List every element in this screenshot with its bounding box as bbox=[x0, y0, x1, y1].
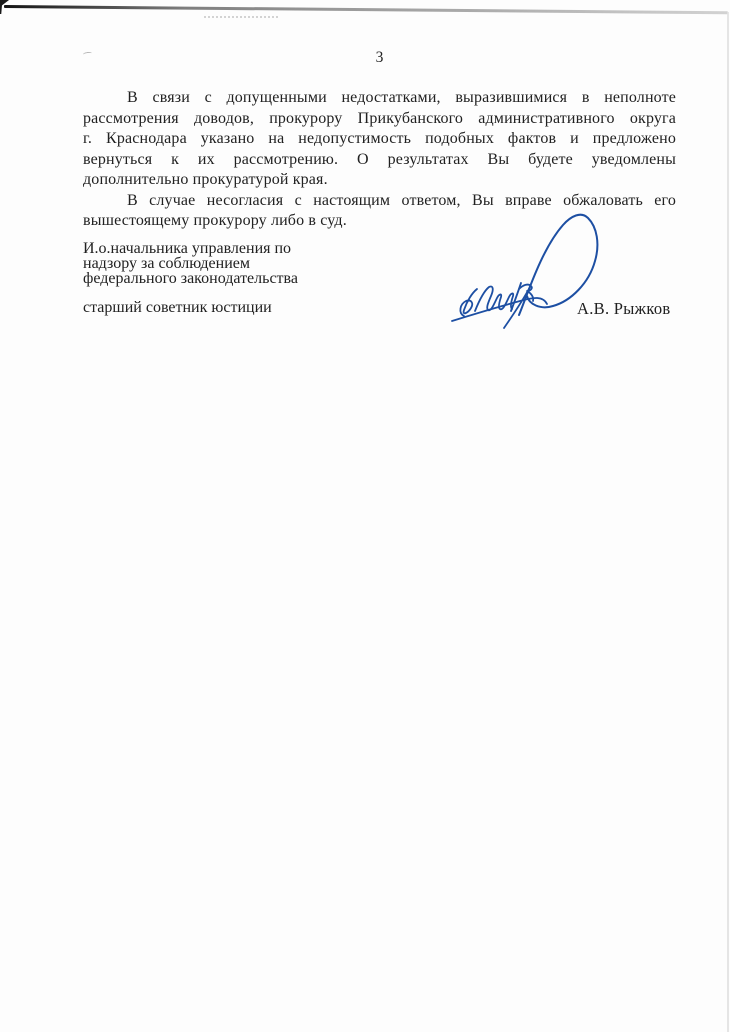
text-line: вышестоящему прокурору либо в суд. bbox=[83, 212, 347, 229]
signature-title-line: И.о.начальника управления по bbox=[83, 240, 292, 257]
scan-dots-artifact bbox=[204, 16, 278, 18]
scan-edge-artifact-right bbox=[727, 12, 729, 1032]
text-line: рассмотрения доводов, прокурору Прикубанского административного округа bbox=[83, 109, 676, 127]
scan-edge-artifact-top bbox=[4, 5, 728, 14]
text-line: г. Краснодара указано на недопустимость подобных фактов и предложено bbox=[83, 130, 676, 147]
signature-rank: старший советник юстиции bbox=[83, 299, 272, 316]
signature-ink bbox=[440, 213, 640, 348]
signature-title-line: федерального законодательства bbox=[83, 270, 298, 287]
paragraph bbox=[83, 88, 676, 191]
signature-title-block bbox=[83, 241, 413, 286]
text-line: вернуться к их рассмотрению. О результатах Вы будете уведомлены bbox=[83, 150, 676, 168]
text-line: дополнительно прокуратурой края. bbox=[83, 171, 328, 188]
signatory-name: А.В. Рыжков bbox=[577, 299, 671, 318]
signature-title-line: надзору за соблюдением bbox=[83, 255, 250, 272]
page-number: 3 bbox=[375, 49, 384, 66]
letter-body bbox=[83, 88, 676, 232]
text-line: В случае несогласия с настоящим ответом, Вы вправе обжаловать его bbox=[127, 191, 676, 209]
text-line: В связи с допущенными недостатками, выразившимися в неполноте bbox=[127, 89, 676, 106]
